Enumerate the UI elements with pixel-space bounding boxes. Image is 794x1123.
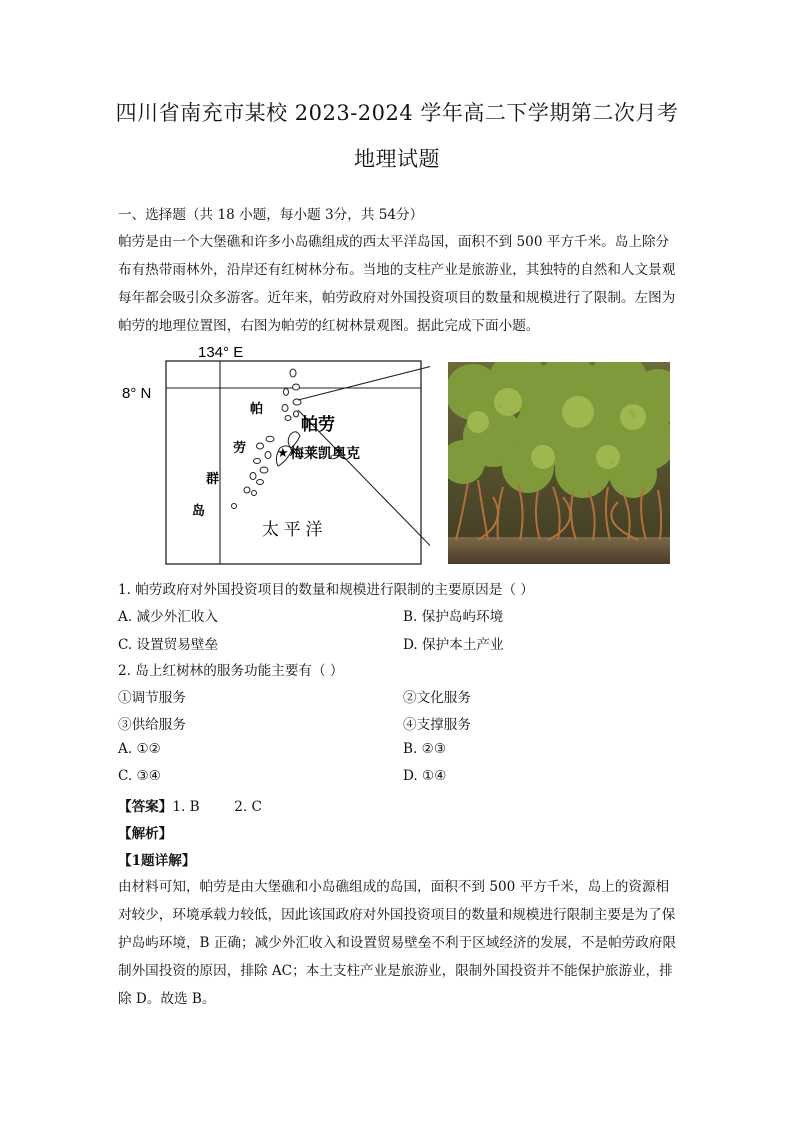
group-label-char-3: 群 (206, 471, 220, 486)
group-label-char-4: 岛 (192, 503, 206, 518)
q1-option-c: C. 设置贸易壁垒 (118, 637, 219, 653)
q2-item-4: ④支撑服务 (403, 717, 471, 733)
question-2-stem: 2. 岛上红树林的服务功能主要有（ ） (118, 663, 344, 679)
country-label: 帕劳 (301, 415, 335, 434)
capital-marker: ★ (277, 445, 289, 460)
detail-paragraph: 由材料可知，帕劳是由大堡礁和小岛礁组成的岛国，面积不到 500 平方千米，岛上的资源相对较少，环境承载力较低，因此该国政府对外国投资项目的数量和规模进行限制主要是为了保护岛屿环境，B 正确；减少外汇收入和设置贸易壁垒不利于区域经济的发展，不是帕劳政府限制外国投资的原因，排除 AC；本土支柱产业是旅游业，限制外国投资并不能保护旅游业，排除 D。故选 B。 (118, 879, 677, 1007)
callout-line-top (298, 362, 430, 400)
group-label-char-1: 帕 (250, 401, 264, 416)
q2-item-3: ③供给服务 (118, 717, 186, 733)
q1-option-a: A. 减少外汇收入 (118, 609, 219, 625)
doc-title-line1: 四川省南充市某校 2023-2024 学年高二下学期第二次月考 (115, 101, 679, 125)
detail-label: 【1题详解】 (118, 853, 196, 869)
q2-option-d: D. ①④ (403, 768, 447, 784)
intro-paragraph: 帕劳是由一个大堡礁和许多小岛礁组成的西太平洋岛国，面积不到 500 平方千米。岛上除分布有热带雨林外，沿岸还有红树林分布。当地的支柱产业是旅游业，其独特的自然和人文景观每年都会吸引众多游客。近年来，帕劳政府对外国投资项目的数量和规模进行了限制。左图为帕劳的地理位置图，右图为帕劳的红树林景观图。据此完成下面小题。 (118, 234, 676, 334)
longitude-label: 134° E (198, 344, 244, 361)
palau-islands (232, 369, 302, 509)
q1-option-b: B. 保护岛屿环境 (403, 609, 504, 625)
palau-location-map (120, 340, 430, 570)
answer-text: 1. B 2. C (172, 799, 262, 815)
q2-option-b: B. ②③ (403, 741, 447, 757)
q2-option-a: A. ①② (118, 741, 161, 757)
capital-label: 梅莱凯奥克 (290, 445, 360, 461)
latitude-label: 8° N (122, 385, 152, 402)
mangrove-photo (448, 362, 670, 564)
doc-title-line2: 地理试题 (354, 147, 440, 171)
q1-option-d: D. 保护本土产业 (403, 637, 504, 653)
section-heading: 一、选择题（共 18 小题，每小题 3分，共 54分） (118, 207, 424, 223)
q2-option-c: C. ③④ (118, 768, 161, 784)
analysis-label: 【解析】 (118, 826, 173, 842)
q2-item-2: ②文化服务 (403, 690, 471, 706)
q2-item-1: ①调节服务 (118, 690, 186, 706)
group-label-char-2: 劳 (233, 440, 247, 455)
answer-label: 【答案】 (118, 799, 173, 815)
ocean-label: 太 平 洋 (262, 520, 323, 539)
question-1-stem: 1. 帕劳政府对外国投资项目的数量和规模进行限制的主要原因是（ ） (118, 582, 534, 598)
answer-line (118, 795, 262, 815)
